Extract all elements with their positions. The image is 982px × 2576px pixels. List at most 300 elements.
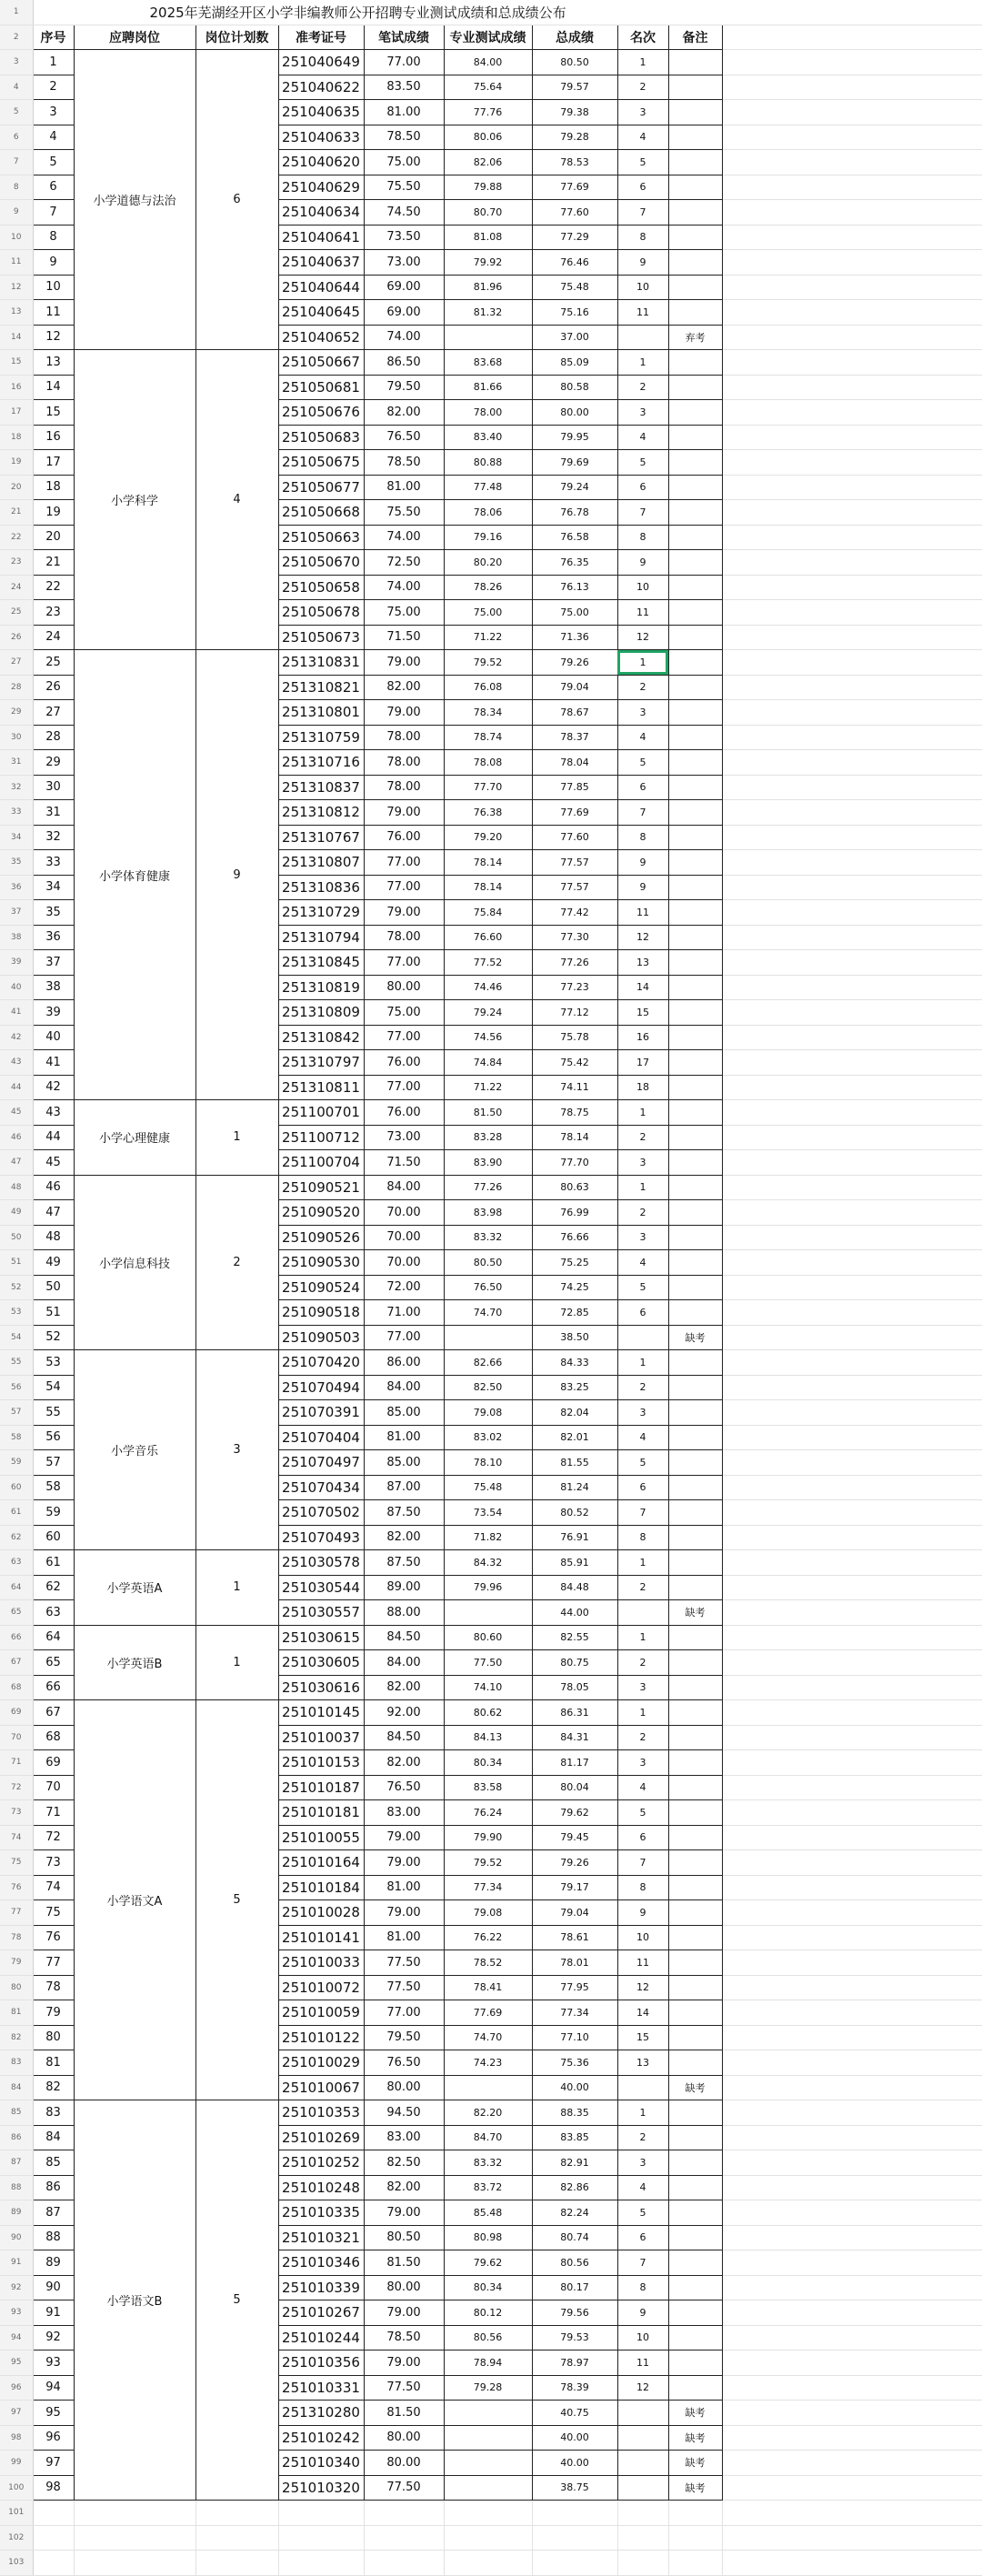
sheet-title[interactable]: 2025年芜湖经开区小学非编教师公开招聘专业测试成绩和总成绩公布 [33, 0, 722, 25]
seq-cell[interactable]: 59 [33, 1500, 74, 1526]
professional-score-cell[interactable] [444, 2425, 532, 2451]
empty-cell[interactable] [722, 700, 982, 726]
rank-cell[interactable]: 3 [617, 1750, 668, 1776]
remark-cell[interactable]: 弃考 [668, 325, 722, 350]
empty-cell[interactable] [722, 1000, 982, 1026]
written-score-cell[interactable]: 77.00 [364, 50, 444, 75]
ticket-number-cell[interactable]: 251310729 [278, 900, 364, 926]
plan-count-cell[interactable]: 2 [195, 1175, 278, 1350]
professional-score-cell[interactable]: 77.76 [444, 100, 532, 125]
rank-cell[interactable]: 11 [617, 600, 668, 626]
ticket-number-cell[interactable]: 251310831 [278, 650, 364, 676]
total-score-cell[interactable]: 78.53 [532, 150, 617, 175]
seq-cell[interactable]: 64 [33, 1625, 74, 1650]
professional-score-cell[interactable]: 74.84 [444, 1050, 532, 1076]
written-score-cell[interactable]: 78.50 [364, 450, 444, 476]
rank-cell[interactable]: 5 [617, 750, 668, 776]
ticket-number-cell[interactable]: 251100701 [278, 1100, 364, 1126]
written-score-cell[interactable]: 75.50 [364, 500, 444, 526]
remark-cell[interactable] [668, 650, 722, 676]
seq-cell[interactable]: 77 [33, 1950, 74, 1976]
total-score-cell[interactable]: 78.05 [532, 1675, 617, 1700]
empty-cell[interactable] [722, 2475, 982, 2501]
remark-cell[interactable] [668, 2375, 722, 2401]
empty-cell[interactable] [722, 1075, 982, 1100]
seq-cell[interactable]: 39 [33, 1000, 74, 1026]
remark-cell[interactable] [668, 1100, 722, 1126]
remark-cell[interactable] [668, 1000, 722, 1026]
written-score-cell[interactable]: 71.50 [364, 1150, 444, 1176]
remark-cell[interactable] [668, 1425, 722, 1450]
ticket-number-cell[interactable]: 251030605 [278, 1650, 364, 1676]
ticket-number-cell[interactable]: 251100712 [278, 1125, 364, 1150]
professional-score-cell[interactable]: 76.22 [444, 1925, 532, 1950]
empty-cell[interactable] [722, 1600, 982, 1626]
rank-cell[interactable]: 6 [617, 775, 668, 800]
empty-cell[interactable] [722, 1800, 982, 1826]
seq-cell[interactable]: 41 [33, 1050, 74, 1076]
seq-cell[interactable]: 31 [33, 800, 74, 826]
professional-score-cell[interactable]: 71.22 [444, 1075, 532, 1100]
total-score-cell[interactable]: 82.55 [532, 1625, 617, 1650]
written-score-cell[interactable]: 74.00 [364, 325, 444, 350]
ticket-number-cell[interactable]: 251070493 [278, 1525, 364, 1550]
position-cell[interactable]: 小学语文A [74, 1700, 195, 2100]
seq-cell[interactable]: 27 [33, 700, 74, 726]
seq-cell[interactable]: 46 [33, 1175, 74, 1200]
total-score-cell[interactable]: 79.17 [532, 1875, 617, 1900]
total-score-cell[interactable]: 79.26 [532, 1850, 617, 1876]
empty-cell[interactable] [722, 1150, 982, 1176]
empty-cell[interactable] [722, 2325, 982, 2350]
empty-cell[interactable] [74, 2551, 195, 2576]
seq-cell[interactable]: 89 [33, 2250, 74, 2276]
remark-cell[interactable] [668, 2125, 722, 2150]
remark-cell[interactable] [668, 225, 722, 250]
ticket-number-cell[interactable]: 251040641 [278, 225, 364, 250]
rank-cell[interactable] [617, 2475, 668, 2501]
written-score-cell[interactable]: 82.50 [364, 2150, 444, 2176]
empty-cell[interactable] [722, 1850, 982, 1876]
ticket-number-cell[interactable]: 251040620 [278, 150, 364, 175]
total-score-cell[interactable]: 79.45 [532, 1825, 617, 1850]
written-score-cell[interactable]: 88.00 [364, 1600, 444, 1626]
empty-cell[interactable] [364, 2525, 444, 2551]
total-score-cell[interactable]: 79.04 [532, 1900, 617, 1926]
rank-cell[interactable]: 2 [617, 1375, 668, 1400]
ticket-number-cell[interactable]: 251010029 [278, 2050, 364, 2076]
total-score-cell[interactable]: 80.00 [532, 400, 617, 426]
ticket-number-cell[interactable]: 251090518 [278, 1300, 364, 1326]
remark-cell[interactable] [668, 1750, 722, 1776]
empty-cell[interactable] [722, 1975, 982, 2000]
ticket-number-cell[interactable]: 251040644 [278, 275, 364, 300]
remark-cell[interactable] [668, 2025, 722, 2050]
ticket-number-cell[interactable]: 251050667 [278, 350, 364, 376]
written-score-cell[interactable]: 77.50 [364, 1950, 444, 1976]
empty-cell[interactable] [722, 1575, 982, 1600]
remark-cell[interactable] [668, 1775, 722, 1800]
professional-score-cell[interactable]: 85.48 [444, 2200, 532, 2226]
written-score-cell[interactable]: 73.50 [364, 225, 444, 250]
seq-cell[interactable]: 5 [33, 150, 74, 175]
professional-score-cell[interactable]: 79.24 [444, 1000, 532, 1026]
written-score-cell[interactable]: 81.00 [364, 100, 444, 125]
total-score-cell[interactable]: 78.14 [532, 1125, 617, 1150]
rank-cell[interactable]: 10 [617, 575, 668, 600]
professional-score-cell[interactable]: 84.70 [444, 2125, 532, 2150]
remark-cell[interactable] [668, 1050, 722, 1076]
ticket-number-cell[interactable]: 251010153 [278, 1750, 364, 1776]
empty-cell[interactable] [278, 2551, 364, 2576]
empty-cell[interactable] [722, 825, 982, 850]
empty-cell[interactable] [722, 1675, 982, 1700]
total-score-cell[interactable]: 80.75 [532, 1650, 617, 1676]
rank-cell[interactable]: 5 [617, 2200, 668, 2226]
ticket-number-cell[interactable]: 251010331 [278, 2375, 364, 2401]
professional-score-cell[interactable]: 79.08 [444, 1400, 532, 1426]
rank-cell[interactable]: 3 [617, 700, 668, 726]
written-score-cell[interactable]: 79.00 [364, 700, 444, 726]
written-score-cell[interactable]: 83.00 [364, 1800, 444, 1826]
empty-cell[interactable] [532, 2551, 617, 2576]
professional-score-cell[interactable]: 78.08 [444, 750, 532, 776]
rank-cell[interactable]: 2 [617, 675, 668, 700]
seq-cell[interactable]: 32 [33, 825, 74, 850]
written-score-cell[interactable]: 78.00 [364, 725, 444, 750]
empty-cell[interactable] [722, 2175, 982, 2200]
empty-cell[interactable] [722, 2150, 982, 2176]
empty-cell[interactable] [722, 1025, 982, 1050]
written-score-cell[interactable]: 87.00 [364, 1475, 444, 1500]
professional-score-cell[interactable]: 78.06 [444, 500, 532, 526]
professional-score-cell[interactable] [444, 1325, 532, 1350]
ticket-number-cell[interactable]: 251310807 [278, 850, 364, 876]
empty-cell[interactable] [722, 1925, 982, 1950]
empty-cell[interactable] [722, 2451, 982, 2476]
written-score-cell[interactable]: 78.50 [364, 2325, 444, 2350]
empty-cell[interactable] [722, 0, 982, 25]
total-score-cell[interactable]: 76.46 [532, 250, 617, 276]
seq-cell[interactable]: 16 [33, 425, 74, 450]
total-score-cell[interactable]: 76.58 [532, 525, 617, 550]
written-score-cell[interactable]: 84.00 [364, 1650, 444, 1676]
total-score-cell[interactable]: 80.04 [532, 1775, 617, 1800]
empty-cell[interactable] [722, 1900, 982, 1926]
total-score-cell[interactable]: 79.04 [532, 675, 617, 700]
seq-cell[interactable]: 65 [33, 1650, 74, 1676]
total-score-cell[interactable]: 77.23 [532, 975, 617, 1000]
position-cell[interactable]: 小学音乐 [74, 1350, 195, 1550]
empty-cell[interactable] [722, 375, 982, 400]
rank-cell[interactable]: 1 [617, 1100, 668, 1126]
total-score-cell[interactable]: 77.69 [532, 800, 617, 826]
rank-cell[interactable]: 6 [617, 1825, 668, 1850]
professional-score-cell[interactable]: 84.32 [444, 1550, 532, 1576]
remark-cell[interactable] [668, 1275, 722, 1300]
professional-score-cell[interactable]: 77.48 [444, 475, 532, 500]
professional-score-cell[interactable]: 83.02 [444, 1425, 532, 1450]
written-score-cell[interactable]: 73.00 [364, 1125, 444, 1150]
total-score-cell[interactable]: 76.91 [532, 1525, 617, 1550]
professional-score-cell[interactable]: 76.50 [444, 1275, 532, 1300]
professional-score-cell[interactable]: 83.98 [444, 1200, 532, 1226]
rank-cell[interactable]: 8 [617, 225, 668, 250]
remark-cell[interactable] [668, 175, 722, 200]
total-score-cell[interactable]: 85.09 [532, 350, 617, 376]
professional-score-cell[interactable] [444, 2475, 532, 2501]
empty-cell[interactable] [722, 2401, 982, 2426]
rank-cell[interactable]: 1 [617, 350, 668, 376]
remark-cell[interactable] [668, 2325, 722, 2350]
seq-cell[interactable]: 68 [33, 1725, 74, 1750]
total-score-cell[interactable]: 77.95 [532, 1975, 617, 2000]
total-score-cell[interactable]: 76.13 [532, 575, 617, 600]
ticket-number-cell[interactable]: 251030615 [278, 1625, 364, 1650]
ticket-number-cell[interactable]: 251070420 [278, 1350, 364, 1376]
rank-cell[interactable]: 12 [617, 1975, 668, 2000]
empty-cell[interactable] [722, 1750, 982, 1776]
total-score-cell[interactable]: 77.85 [532, 775, 617, 800]
rank-cell[interactable]: 12 [617, 625, 668, 650]
written-score-cell[interactable]: 72.50 [364, 550, 444, 576]
written-score-cell[interactable]: 80.00 [364, 2075, 444, 2100]
remark-cell[interactable] [668, 2100, 722, 2126]
position-cell[interactable]: 小学道德与法治 [74, 50, 195, 350]
empty-cell[interactable] [722, 2200, 982, 2226]
written-score-cell[interactable]: 85.00 [364, 1400, 444, 1426]
rank-cell[interactable]: 7 [617, 1850, 668, 1876]
remark-cell[interactable]: 缺考 [668, 2425, 722, 2451]
seq-cell[interactable]: 62 [33, 1575, 74, 1600]
ticket-number-cell[interactable]: 251310809 [278, 1000, 364, 1026]
written-score-cell[interactable]: 79.00 [364, 2350, 444, 2376]
professional-score-cell[interactable]: 80.88 [444, 450, 532, 476]
remark-cell[interactable] [668, 1400, 722, 1426]
professional-score-cell[interactable]: 79.96 [444, 1575, 532, 1600]
total-score-cell[interactable]: 78.97 [532, 2350, 617, 2376]
empty-cell[interactable] [722, 2551, 982, 2576]
ticket-number-cell[interactable]: 251310845 [278, 950, 364, 976]
professional-score-cell[interactable] [444, 2451, 532, 2476]
empty-cell[interactable] [722, 125, 982, 150]
rank-cell[interactable]: 12 [617, 925, 668, 950]
rank-cell[interactable]: 8 [617, 2275, 668, 2300]
written-score-cell[interactable]: 79.00 [364, 1900, 444, 1926]
written-score-cell[interactable]: 80.00 [364, 2425, 444, 2451]
rank-cell[interactable]: 2 [617, 75, 668, 100]
written-score-cell[interactable]: 76.00 [364, 1100, 444, 1126]
total-score-cell[interactable]: 75.36 [532, 2050, 617, 2076]
empty-cell[interactable] [722, 1125, 982, 1150]
remark-cell[interactable] [668, 375, 722, 400]
rank-cell[interactable]: 4 [617, 425, 668, 450]
rank-cell[interactable] [617, 2451, 668, 2476]
rank-cell[interactable]: 3 [617, 100, 668, 125]
empty-cell[interactable] [722, 2075, 982, 2100]
seq-cell[interactable]: 54 [33, 1375, 74, 1400]
professional-score-cell[interactable]: 79.88 [444, 175, 532, 200]
remark-cell[interactable] [668, 250, 722, 276]
seq-cell[interactable]: 35 [33, 900, 74, 926]
professional-score-cell[interactable]: 80.50 [444, 1250, 532, 1276]
seq-cell[interactable]: 18 [33, 475, 74, 500]
seq-cell[interactable]: 50 [33, 1275, 74, 1300]
total-score-cell[interactable]: 72.85 [532, 1300, 617, 1326]
total-score-cell[interactable]: 44.00 [532, 1600, 617, 1626]
total-score-cell[interactable]: 84.33 [532, 1350, 617, 1376]
empty-cell[interactable] [722, 1650, 982, 1676]
rank-cell[interactable]: 9 [617, 850, 668, 876]
rank-cell[interactable]: 6 [617, 475, 668, 500]
remark-cell[interactable] [668, 1850, 722, 1876]
empty-cell[interactable] [722, 25, 982, 50]
total-score-cell[interactable]: 77.57 [532, 850, 617, 876]
remark-cell[interactable] [668, 1625, 722, 1650]
rank-cell[interactable]: 14 [617, 2000, 668, 2026]
empty-cell[interactable] [617, 2551, 668, 2576]
empty-cell[interactable] [722, 1200, 982, 1226]
ticket-number-cell[interactable]: 251010356 [278, 2350, 364, 2376]
ticket-number-cell[interactable]: 251040622 [278, 75, 364, 100]
ticket-number-cell[interactable]: 251010242 [278, 2425, 364, 2451]
written-score-cell[interactable]: 77.00 [364, 950, 444, 976]
remark-cell[interactable] [668, 1975, 722, 2000]
ticket-number-cell[interactable]: 251310797 [278, 1050, 364, 1076]
rank-cell[interactable]: 4 [617, 1425, 668, 1450]
remark-cell[interactable] [668, 2350, 722, 2376]
rank-cell[interactable]: 7 [617, 500, 668, 526]
rank-cell[interactable]: 8 [617, 825, 668, 850]
empty-cell[interactable] [444, 2551, 532, 2576]
seq-cell[interactable]: 81 [33, 2050, 74, 2076]
remark-cell[interactable] [668, 2050, 722, 2076]
total-score-cell[interactable]: 80.56 [532, 2250, 617, 2276]
seq-cell[interactable]: 36 [33, 925, 74, 950]
empty-cell[interactable] [722, 575, 982, 600]
seq-cell[interactable]: 75 [33, 1900, 74, 1926]
ticket-number-cell[interactable]: 251050673 [278, 625, 364, 650]
written-score-cell[interactable]: 80.50 [364, 2225, 444, 2250]
written-score-cell[interactable]: 79.00 [364, 2200, 444, 2226]
remark-cell[interactable] [668, 500, 722, 526]
ticket-number-cell[interactable]: 251310801 [278, 700, 364, 726]
written-score-cell[interactable]: 87.50 [364, 1500, 444, 1526]
professional-score-cell[interactable]: 80.56 [444, 2325, 532, 2350]
written-score-cell[interactable]: 69.00 [364, 300, 444, 326]
remark-cell[interactable] [668, 2250, 722, 2276]
empty-cell[interactable] [722, 500, 982, 526]
seq-cell[interactable]: 2 [33, 75, 74, 100]
remark-cell[interactable] [668, 1825, 722, 1850]
remark-cell[interactable] [668, 100, 722, 125]
remark-cell[interactable] [668, 1550, 722, 1576]
seq-cell[interactable]: 98 [33, 2475, 74, 2501]
ticket-number-cell[interactable]: 251040634 [278, 200, 364, 226]
seq-cell[interactable]: 4 [33, 125, 74, 150]
rank-cell[interactable]: 6 [617, 175, 668, 200]
seq-cell[interactable]: 15 [33, 400, 74, 426]
rank-cell[interactable]: 8 [617, 525, 668, 550]
empty-cell[interactable] [722, 300, 982, 326]
total-score-cell[interactable]: 79.38 [532, 100, 617, 125]
rank-cell[interactable]: 1 [617, 50, 668, 75]
remark-cell[interactable]: 缺考 [668, 2075, 722, 2100]
ticket-number-cell[interactable]: 251010346 [278, 2250, 364, 2276]
rank-cell[interactable]: 4 [617, 725, 668, 750]
total-score-cell[interactable]: 84.31 [532, 1725, 617, 1750]
ticket-number-cell[interactable]: 251010055 [278, 1825, 364, 1850]
professional-score-cell[interactable]: 84.13 [444, 1725, 532, 1750]
total-score-cell[interactable]: 80.52 [532, 1500, 617, 1526]
written-score-cell[interactable]: 81.00 [364, 1875, 444, 1900]
empty-cell[interactable] [722, 1175, 982, 1200]
professional-score-cell[interactable]: 80.70 [444, 200, 532, 226]
total-score-cell[interactable]: 82.91 [532, 2150, 617, 2176]
rank-cell[interactable]: 15 [617, 1000, 668, 1026]
seq-cell[interactable]: 51 [33, 1300, 74, 1326]
ticket-number-cell[interactable]: 251030544 [278, 1575, 364, 1600]
plan-count-cell[interactable]: 6 [195, 50, 278, 350]
empty-cell[interactable] [722, 2000, 982, 2026]
written-score-cell[interactable]: 79.50 [364, 2025, 444, 2050]
ticket-number-cell[interactable]: 251040637 [278, 250, 364, 276]
professional-score-cell[interactable]: 81.32 [444, 300, 532, 326]
empty-cell[interactable] [617, 2501, 668, 2526]
position-cell[interactable]: 小学心理健康 [74, 1100, 195, 1176]
empty-cell[interactable] [532, 2501, 617, 2526]
empty-cell[interactable] [722, 2501, 982, 2526]
remark-cell[interactable] [668, 675, 722, 700]
rank-cell[interactable]: 1 [617, 1700, 668, 1726]
rank-cell[interactable]: 13 [617, 950, 668, 976]
written-score-cell[interactable]: 81.50 [364, 2401, 444, 2426]
remark-cell[interactable] [668, 1925, 722, 1950]
total-score-cell[interactable]: 77.42 [532, 900, 617, 926]
ticket-number-cell[interactable]: 251310767 [278, 825, 364, 850]
ticket-number-cell[interactable]: 251040649 [278, 50, 364, 75]
written-score-cell[interactable]: 79.00 [364, 650, 444, 676]
empty-cell[interactable] [364, 2501, 444, 2526]
remark-cell[interactable] [668, 1700, 722, 1726]
written-score-cell[interactable]: 89.00 [364, 1575, 444, 1600]
professional-score-cell[interactable] [444, 2401, 532, 2426]
total-score-cell[interactable]: 79.28 [532, 125, 617, 150]
seq-cell[interactable]: 58 [33, 1475, 74, 1500]
rank-cell[interactable]: 3 [617, 2150, 668, 2176]
column-header[interactable]: 岗位计划数 [195, 25, 278, 50]
remark-cell[interactable] [668, 1175, 722, 1200]
professional-score-cell[interactable]: 80.98 [444, 2225, 532, 2250]
written-score-cell[interactable]: 71.50 [364, 625, 444, 650]
professional-score-cell[interactable]: 79.16 [444, 525, 532, 550]
total-score-cell[interactable]: 77.12 [532, 1000, 617, 1026]
total-score-cell[interactable]: 77.57 [532, 875, 617, 900]
total-score-cell[interactable]: 86.31 [532, 1700, 617, 1726]
professional-score-cell[interactable]: 82.66 [444, 1350, 532, 1376]
seq-cell[interactable]: 94 [33, 2375, 74, 2401]
seq-cell[interactable]: 43 [33, 1100, 74, 1126]
empty-cell[interactable] [722, 850, 982, 876]
total-score-cell[interactable]: 82.86 [532, 2175, 617, 2200]
empty-cell[interactable] [722, 1300, 982, 1326]
professional-score-cell[interactable]: 83.40 [444, 425, 532, 450]
seq-cell[interactable]: 82 [33, 2075, 74, 2100]
empty-cell[interactable] [33, 2525, 74, 2551]
empty-cell[interactable] [722, 1050, 982, 1076]
professional-score-cell[interactable]: 80.60 [444, 1625, 532, 1650]
seq-cell[interactable]: 20 [33, 525, 74, 550]
